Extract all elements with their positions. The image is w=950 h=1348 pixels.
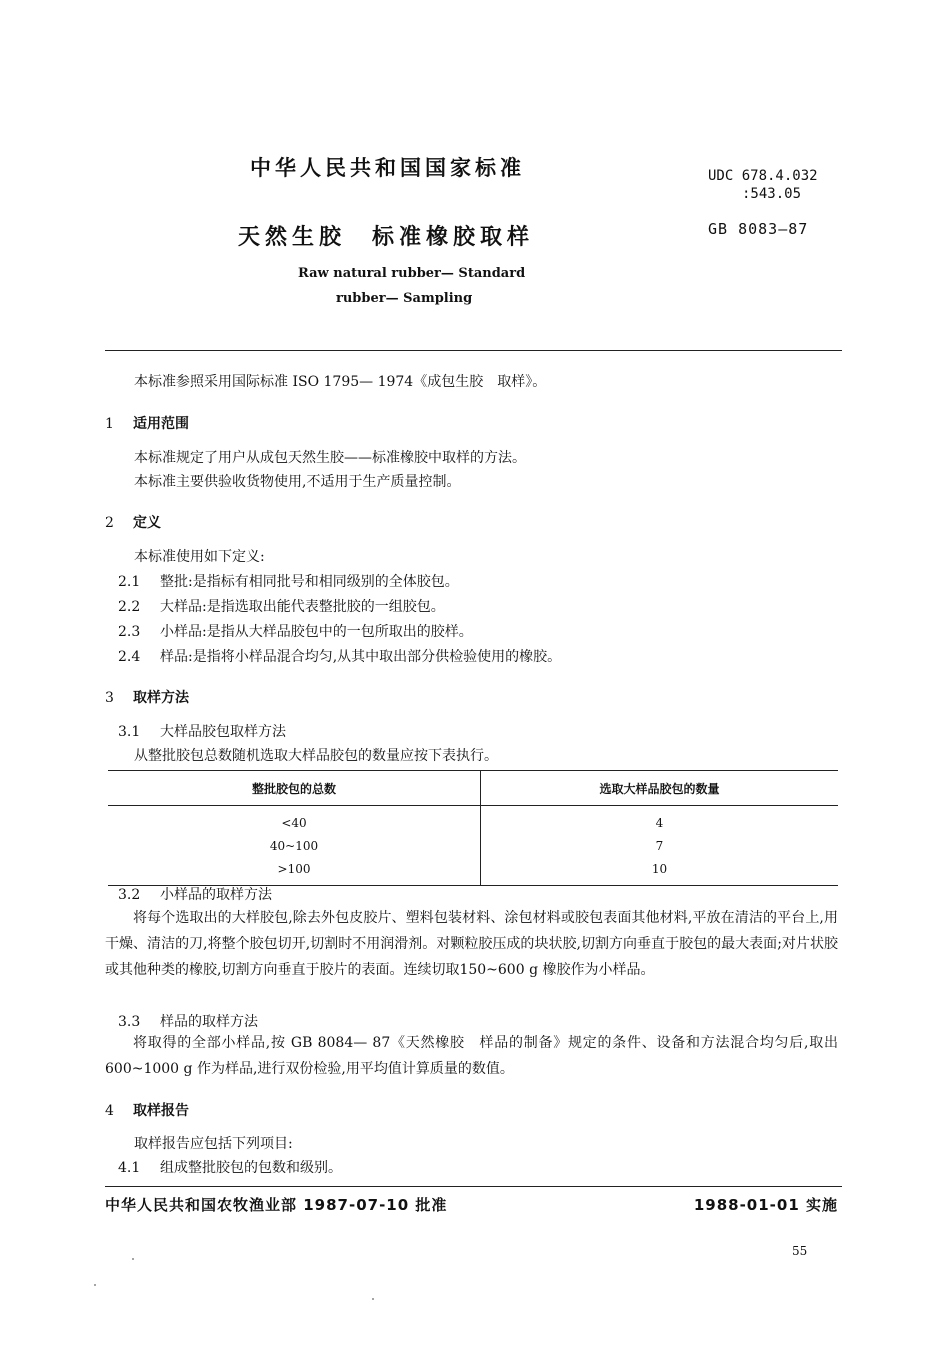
section2-number: 2	[105, 515, 114, 531]
section4-intro: 取样报告应包括下列项目:	[134, 1136, 293, 1152]
gb-standard-number: GB 8083—87	[708, 220, 809, 238]
section2-title: 定义	[133, 515, 161, 531]
subsection-3-2-title: 小样品的取样方法	[160, 887, 272, 903]
scan-speck	[372, 1298, 374, 1300]
section1-number: 1	[105, 416, 114, 432]
definition-number: 2.2	[118, 599, 141, 615]
section1-heading	[105, 413, 189, 433]
table-cell-count: 4	[655, 815, 664, 830]
table-header-sample-count: 选取大样品胶包的数量	[481, 771, 839, 806]
table-row	[108, 857, 838, 886]
section1-paragraph1: 本标准规定了用户从成包天然生胶——标准橡胶中取样的方法。	[134, 450, 526, 466]
national-standard-heading: 中华人民共和国国家标准	[250, 156, 525, 180]
table-cell-count: 10	[481, 857, 839, 886]
definition-text: 样品:是指将小样品混合均匀,从其中取出部分供检验使用的橡胶。	[160, 649, 562, 665]
section2-intro: 本标准使用如下定义:	[134, 549, 265, 565]
definition-item	[118, 572, 459, 592]
definition-text: 大样品:是指选取出能代表整批胶的一组胶包。	[160, 599, 445, 615]
udc-code-line1: UDC 678.4.032	[708, 168, 818, 184]
subsection-3-2-heading	[118, 885, 272, 905]
definition-item	[118, 622, 473, 642]
definition-item	[118, 597, 445, 617]
document-title	[238, 220, 534, 251]
definition-item	[118, 647, 561, 667]
table-cell-total: >100	[108, 857, 481, 886]
report-item	[118, 1158, 342, 1178]
section1-paragraph2: 本标准主要供验收货物使用,不适用于生产质量控制。	[134, 474, 461, 490]
english-title-line2: rubber— Sampling	[336, 291, 473, 306]
definition-text: 整批:是指标有相同批号和相同级别的全体胶包。	[160, 574, 459, 590]
document-title-part1: 天然生胶	[238, 225, 347, 250]
bale-sampling-table	[108, 770, 838, 886]
subsection-3-3-heading	[118, 1012, 258, 1032]
footer-divider	[105, 1186, 842, 1187]
page-number: 55	[792, 1244, 808, 1258]
scan-speck	[94, 1284, 96, 1286]
subsection-3-2-text: 将每个选取出的大样胶包,除去外包皮胶片、塑料包装材料、涂包材料或胶包表面其他材料,平放在清洁的平台上,用干燥、清洁的刀,将整个胶包切开,切割时不用润滑剂。对颗粒胶压成的块状胶,切割方向垂直于胶包的最大表面;对片状胶或其他种类的橡胶,切割方向垂直于胶片的表面。连续切取150~600 g 橡胶作为小样品。	[105, 910, 838, 978]
table-header-row	[108, 771, 838, 806]
approval-statement: 中华人民共和国农牧渔业部 1987-07-10 批准	[105, 1196, 448, 1214]
section4-title: 取样报告	[133, 1103, 189, 1119]
subsection-3-3-number: 3.3	[118, 1014, 141, 1030]
definition-number: 2.3	[118, 624, 141, 640]
table-cell-total: <40	[108, 806, 481, 835]
subsection-3-1-number: 3.1	[118, 724, 141, 740]
section3-title: 取样方法	[133, 690, 189, 706]
section1-title: 适用范围	[133, 416, 189, 432]
table-row	[108, 806, 838, 835]
implementation-date: 1988-01-01 实施	[693, 1196, 838, 1214]
subsection-3-1-title: 大样品胶包取样方法	[160, 724, 286, 740]
scan-speck	[132, 1258, 134, 1260]
intro-paragraph: 本标准参照采用国际标准 ISO 1795— 1974《成包生胶 取样》。	[134, 374, 547, 390]
header-divider	[105, 350, 842, 351]
subsection-3-1-heading	[118, 722, 286, 742]
table-header-total-bales: 整批胶包的总数	[108, 771, 481, 806]
subsection-3-3-text: 将取得的全部小样品,按 GB 8084— 87《天然橡胶 样品的制备》规定的条件、设备和方法混合均匀后,取出 600~1000 g 作为样品,进行双份检验,用平均值计算质量的数值。	[105, 1035, 838, 1077]
document-title-part2: 标准橡胶取样	[372, 225, 535, 250]
section4-number: 4	[105, 1103, 114, 1119]
section4-heading	[105, 1100, 189, 1120]
subsection-3-1-text: 从整批胶包总数随机选取大样品胶包的数量应按下表执行。	[134, 748, 498, 764]
definition-number: 2.4	[118, 649, 141, 665]
table-cell-count: 7	[655, 838, 664, 853]
english-title-line1: Raw natural rubber— Standard	[298, 266, 526, 281]
section3-heading	[105, 687, 189, 707]
section2-heading	[105, 512, 161, 532]
subsection-3-3-title: 样品的取样方法	[160, 1014, 258, 1030]
definition-text: 小样品:是指从大样品胶包中的一包所取出的胶样。	[160, 624, 473, 640]
report-item-text: 组成整批胶包的包数和级别。	[160, 1160, 342, 1176]
definition-number: 2.1	[118, 574, 141, 590]
subsection-3-2-number: 3.2	[118, 887, 141, 903]
table-row	[108, 834, 838, 857]
udc-code-line2: :543.05	[742, 186, 802, 202]
table-cell-total: 40~100	[108, 834, 481, 857]
section3-number: 3	[105, 690, 114, 706]
report-item-number: 4.1	[118, 1160, 141, 1176]
